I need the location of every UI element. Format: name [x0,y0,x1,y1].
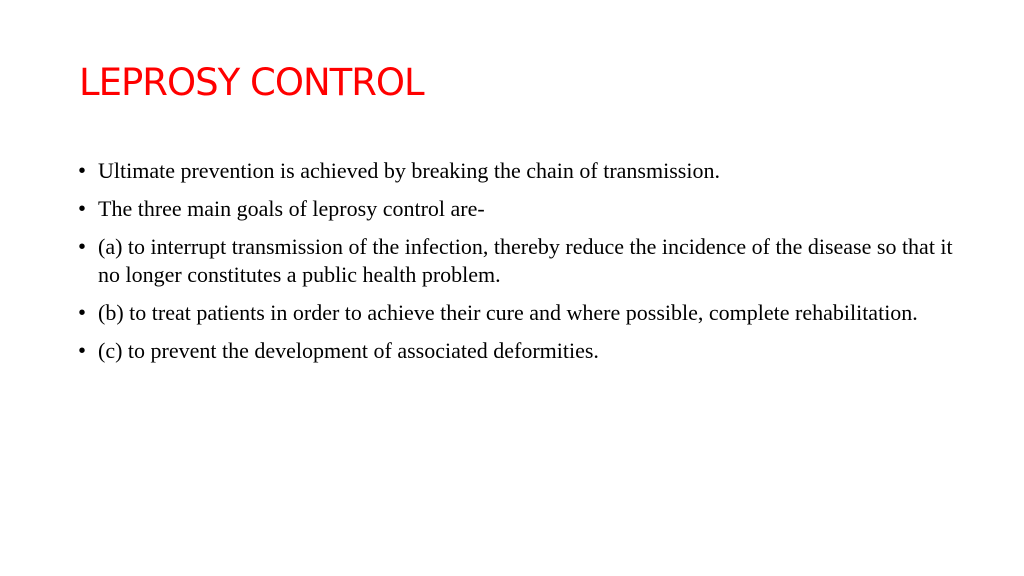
bullet-item [74,195,954,223]
bullet-text: Ultimate prevention is achieved by breaking the chain of transmission. [98,158,720,183]
bullet-dot-icon: • [78,160,86,182]
bullet-dot-icon: • [78,340,86,362]
bullet-item [74,337,954,365]
bullet-dot-icon: • [78,198,86,220]
bullet-item [74,157,954,185]
bullet-item [74,233,954,289]
slide-title: LEPROSY CONTROL [79,61,424,104]
bullet-dot-icon: • [78,236,86,258]
bullet-list [74,157,954,375]
bullet-item [74,299,954,327]
bullet-dot-icon: • [78,302,86,324]
bullet-text: The three main goals of leprosy control are- [98,196,485,221]
bullet-text: (c) to prevent the development of associated deformities. [98,338,599,363]
bullet-text: (a) to interrupt transmission of the infection, thereby reduce the incidence of the disease so that it no longer constitutes a public health problem. [98,234,953,287]
bullet-text: (b) to treat patients in order to achieve their cure and where possible, complete rehabilitation. [98,300,918,325]
